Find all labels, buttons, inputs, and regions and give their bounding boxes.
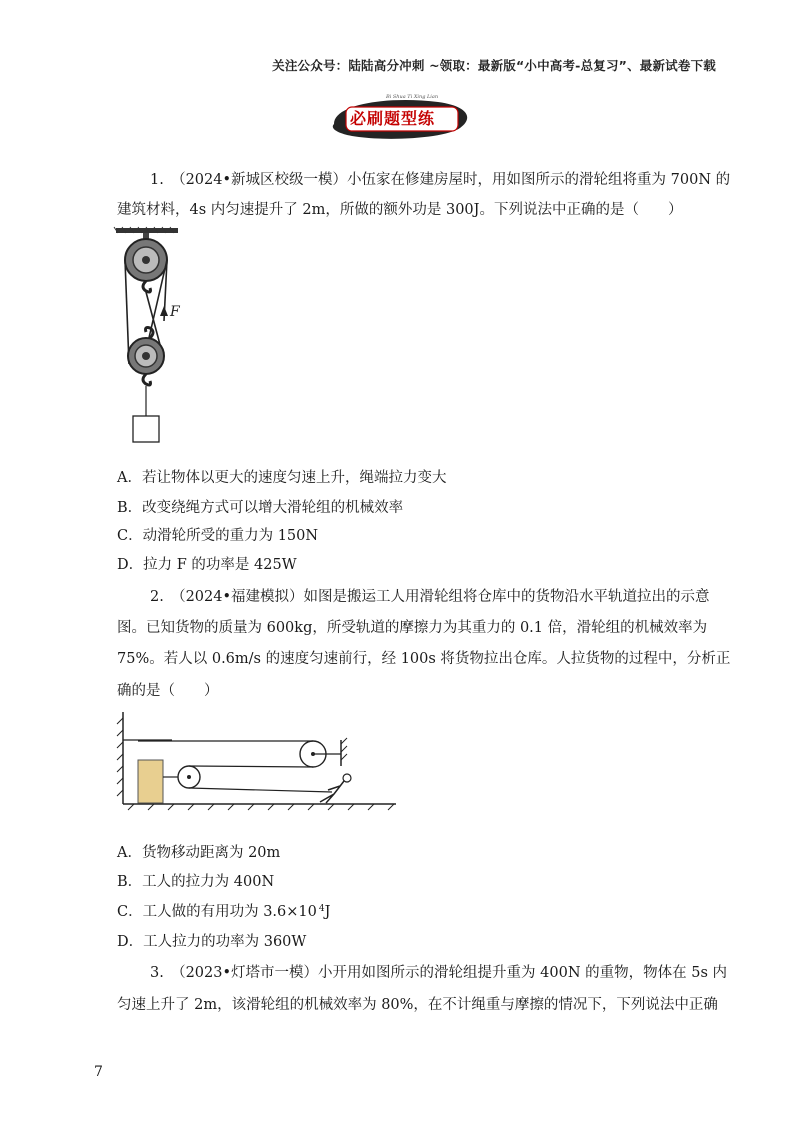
q1-option-d: D．拉力 F 的功率是 425W xyxy=(117,557,297,573)
page-number: 7 xyxy=(94,1064,103,1080)
q2-option-c-exponent: 4 xyxy=(318,904,325,914)
page-header-promo: 关注公众号：陆陆高分冲刺 ~领取：最新版“小中高考-总复习”、最新试卷下载 xyxy=(272,58,716,73)
section-logo xyxy=(328,94,478,144)
q2-option-c-unit: J xyxy=(324,904,331,920)
logo-title: 必刷题型练 xyxy=(350,109,436,128)
q1-option-c: C．动滑轮所受的重力为 150N xyxy=(117,528,319,544)
q1-line-1: 1. （2024•新城区校级一模）小伍家在修建房屋时，用如图所示的滑轮组将重为 700N 的 xyxy=(150,172,731,188)
q2-option-b: B．工人的拉力为 400N xyxy=(117,874,275,890)
q2-line-3: 75%。若人以 0.6m/s 的速度匀速前行，经 100s 将货物拉出仓库。人拉货物的过程中，分析正 xyxy=(117,651,731,667)
q1-pulley-figure xyxy=(112,226,202,450)
q2-option-a: A．货物移动距离为 20m xyxy=(117,845,281,861)
logo-script: Bi Shua Ti Xing Lian xyxy=(386,94,439,100)
q2-option-d: D．工人拉力的功率为 360W xyxy=(117,934,307,950)
q2-line-4: 确的是（ ） xyxy=(117,683,219,699)
q1-option-a: A．若让物体以更大的速度匀速上升，绳端拉力变大 xyxy=(117,470,447,486)
q3-line-2: 匀速上升了 2m，该滑轮组的机械效率为 80%，在不计绳重与摩擦的情况下，下列说法中正确 xyxy=(117,997,718,1013)
q2-warehouse-figure xyxy=(114,710,398,818)
q2-line-1: 2. （2024•福建模拟）如图是搬运工人用滑轮组将仓库中的货物沿水平轨道拉出的示意 xyxy=(150,589,710,605)
force-label: F xyxy=(170,304,180,320)
q2-line-2: 图。已知货物的质量为 600kg，所受轨道的摩擦力为其重力的 0.1 倍，滑轮组的机械效率为 xyxy=(117,620,708,636)
q1-option-b: B．改变绕绳方式可以增大滑轮组的机械效率 xyxy=(117,500,404,516)
q3-line-1: 3. （2023•灯塔市一模）小开用如图所示的滑轮组提升重为 400N 的重物，物体在 5s 内 xyxy=(150,965,728,981)
q2-option-c-text: C．工人做的有用功为 3.6×10 xyxy=(117,904,317,920)
q1-line-2: 建筑材料，4s 内匀速提升了 2m，所做的额外功是 300J。下列说法中正确的是（ ） xyxy=(117,202,683,218)
q2-option-c xyxy=(117,902,330,922)
